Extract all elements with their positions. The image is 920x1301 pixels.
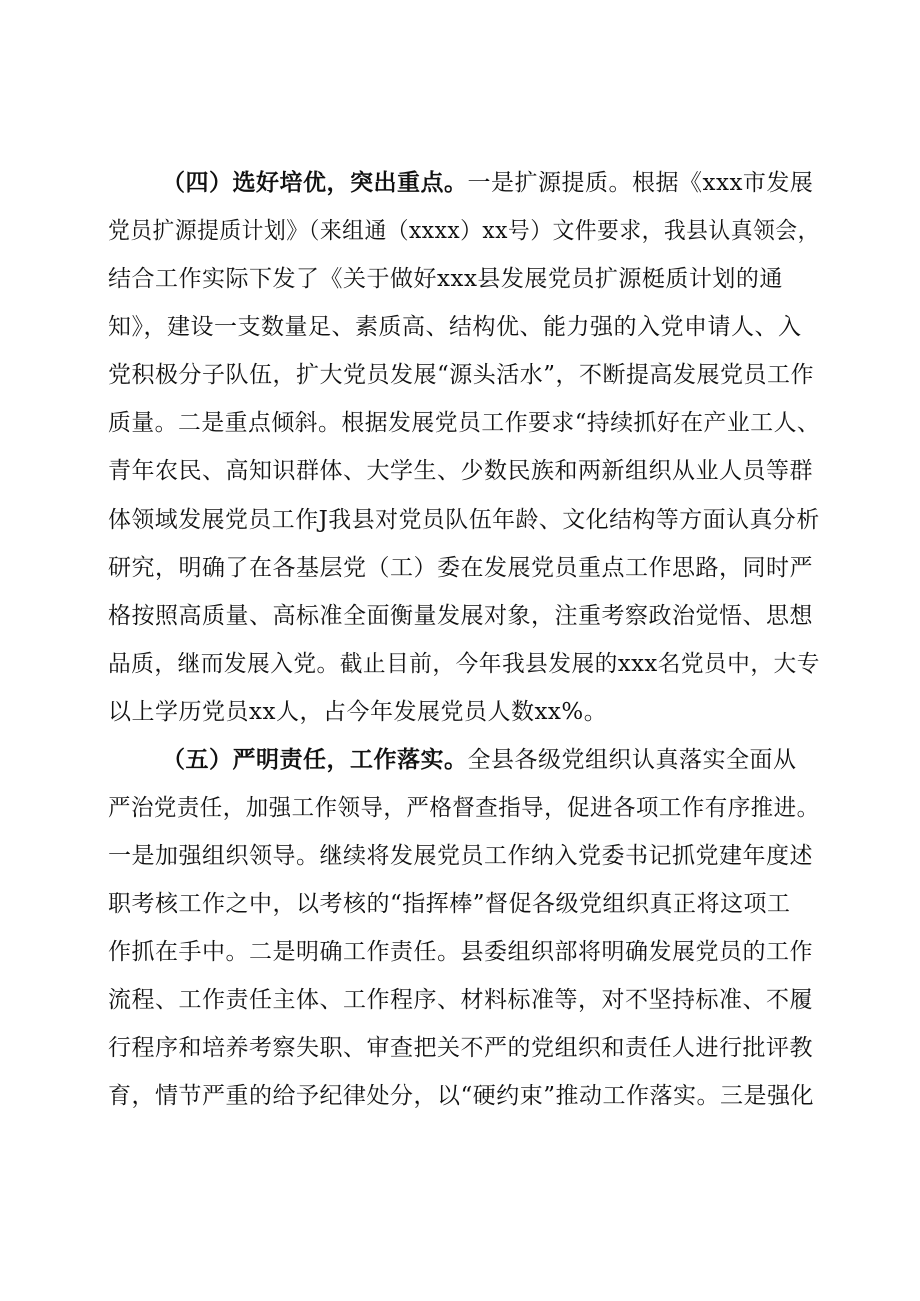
- paragraph-text: 全县各级党组织认真落实全面从: [467, 747, 797, 773]
- paragraph-line: 青年农民、高知识群体、大学生、少数民族和两新组织从业人员等群: [108, 458, 813, 484]
- paragraph-line: 党积极分子队伍，扩大党员发展“源头活水”，不断提高发展党员工作: [108, 362, 815, 388]
- paragraph-text: 一是扩源提质。根据《xxx市发展: [467, 170, 814, 196]
- paragraph-line: 严治党责任，加强工作领导，严格督查指导，促进各项工作有序推进。: [108, 795, 820, 821]
- paragraph-line: 党员扩源提质计划》（来组通（xxxx）xx号）文件要求，我县认真领会，: [108, 218, 820, 244]
- paragraph-line: 格按照高质量、高标准全面衡量发展对象，注重考察政治觉悟、思想: [108, 603, 813, 629]
- paragraph-line: 行程序和培养考察失职、审查把关不严的党组织和责任人进行批评教: [108, 1035, 813, 1061]
- paragraph-line: 研究，明确了在各基层党（工）委在发展党员重点工作思路，同时严: [108, 555, 813, 581]
- paragraph-line: 质量。二是重点倾斜。根据发展党员工作要求“持续抓好在产业工人、: [108, 410, 821, 436]
- paragraph-line: 以上学历党员xx人，占今年发展党员人数xx%。: [108, 699, 608, 725]
- paragraph-line: 职考核工作之中，以考核的“指挥棒”督促各级党组织真正将这项工: [108, 891, 791, 917]
- paragraph-line: [162, 168, 813, 198]
- section-heading: （四）选好培优，突出重点。: [162, 169, 468, 196]
- paragraph-line: 作抓在手中。二是明确工作责任。县委组织部将明确发展党员的工作: [108, 939, 813, 965]
- paragraph-line: 知》，建设一支数量足、素质高、结构优、能力强的入党申请人、入: [108, 314, 802, 340]
- section-heading: （五）严明责任，工作落实。: [162, 746, 468, 773]
- paragraph-line: 体领域发展党员工作J我县对党员队伍年龄、文化结构等方面认真分析: [108, 507, 820, 533]
- paragraph-line: [162, 745, 797, 775]
- paragraph-line: 一是加强组织领导。继续将发展党员工作纳入党委书记抓党建年度述: [108, 843, 813, 869]
- paragraph-line: 流程、工作责任主体、工作程序、材料标准等，对不坚持标准、不履: [108, 987, 813, 1013]
- paragraph-line: 品质，继而发展入党。截止目前，今年我县发展的xxx名党员中，大专: [108, 651, 820, 677]
- paragraph-line: 育，情节严重的给予纪律处分，以“硬约束”推动工作落实。三是强化: [108, 1083, 815, 1109]
- paragraph-line: 结合工作实际下发了《关于做好xxx县发展党员扩源梃质计划的通: [108, 266, 783, 292]
